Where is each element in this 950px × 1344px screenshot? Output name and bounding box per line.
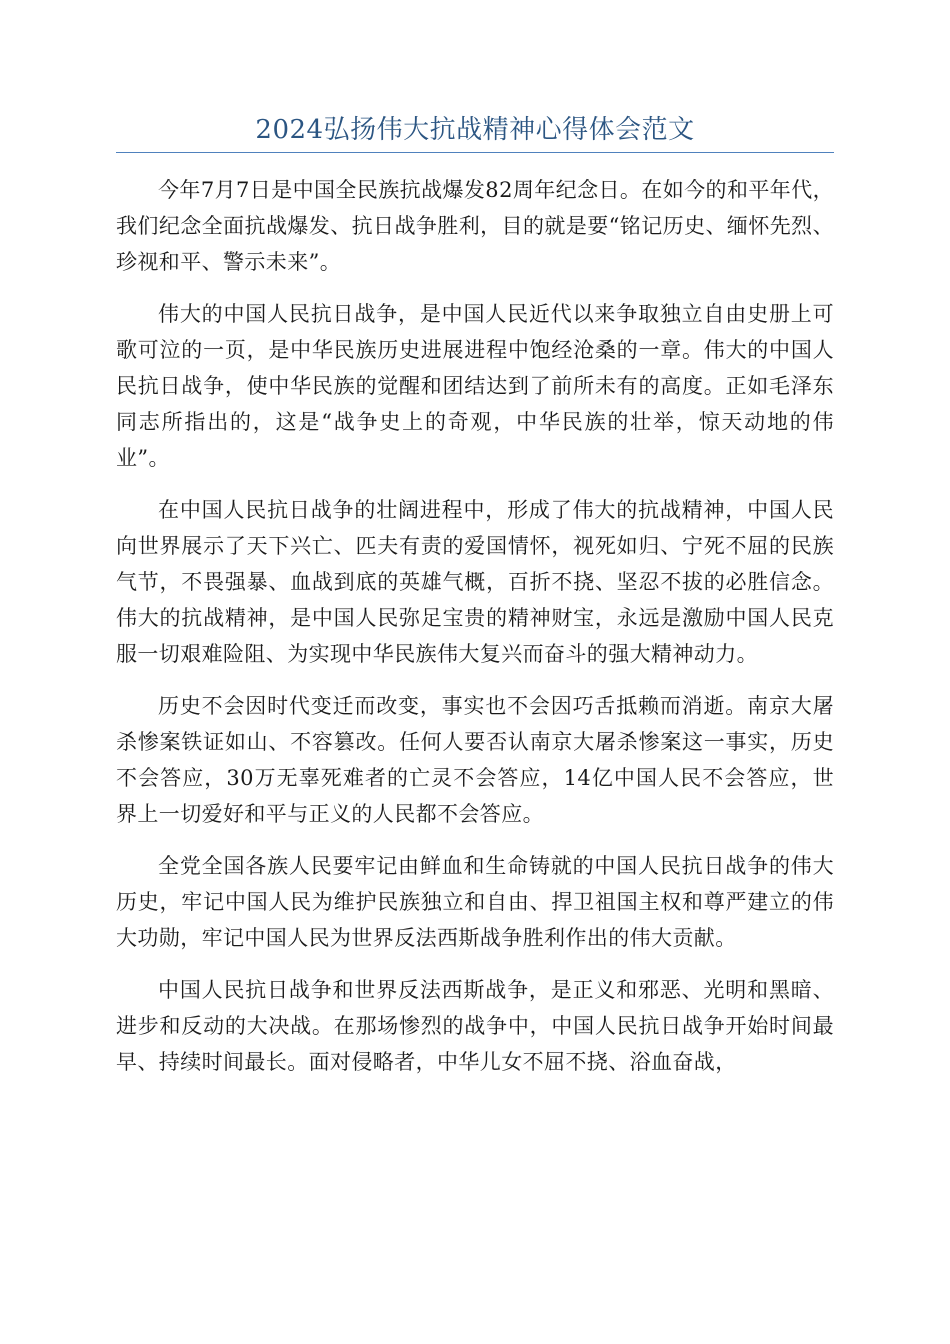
paragraph-1: 今年7月7日是中国全民族抗战爆发82周年纪念日。在如今的和平年代，我们纪念全面抗战爆发、抗日战争胜利，目的就是要“铭记历史、缅怀先烈、珍视和平、警示未来”。 (116, 178, 834, 274)
paragraph-2: 伟大的中国人民抗日战争，是中国人民近代以来争取独立自由史册上可歌可泣的一页，是中华民族历史进展进程中饱经沧桑的一章。伟大的中国人民抗日战争，使中华民族的觉醒和团结达到了前所未有的高度。正如毛泽东同志所指出的，这是“战争史上的奇观，中华民族的壮举，惊天动地的伟业”。 (116, 302, 834, 470)
paragraph-3: 在中国人民抗日战争的壮阔进程中，形成了伟大的抗战精神，中国人民向世界展示了天下兴亡、匹夫有责的爱国情怀，视死如归、宁死不屈的民族气节，不畏强暴、血战到底的英雄气概，百折不挠、坚忍不拔的必胜信念。伟大的抗战精神，是中国人民弥足宝贵的精神财宝，永远是激励中国人民克服一切艰难险阻、为实现中华民族伟大复兴而奋斗的强大精神动力。 (116, 498, 834, 666)
paragraph-6: 中国人民抗日战争和世界反法西斯战争，是正义和邪恶、光明和黑暗、进步和反动的大决战。在那场惨烈的战争中，中国人民抗日战争开始时间最早、持续时间最长。面对侵略者，中华儿女不屈不挠、浴血奋战， (116, 978, 834, 1074)
paragraph-4: 历史不会因时代变迁而改变，事实也不会因巧舌抵赖而消逝。南京大屠杀惨案铁证如山、不容篡改。任何人要否认南京大屠杀惨案这一事实，历史不会答应，30万无辜死难者的亡灵不会答应，14亿中国人民不会答应，世界上一切爱好和平与正义的人民都不会答应。 (116, 694, 834, 826)
document-title: 2024弘扬伟大抗战精神心得体会范文 (255, 115, 695, 145)
document-body (116, 172, 834, 1096)
title-block (116, 112, 834, 153)
paragraph-5: 全党全国各族人民要牢记由鲜血和生命铸就的中国人民抗日战争的伟大历史，牢记中国人民为维护民族独立和自由、捍卫祖国主权和尊严建立的伟大功勋，牢记中国人民为世界反法西斯战争胜利作出的伟大贡献。 (116, 854, 834, 950)
